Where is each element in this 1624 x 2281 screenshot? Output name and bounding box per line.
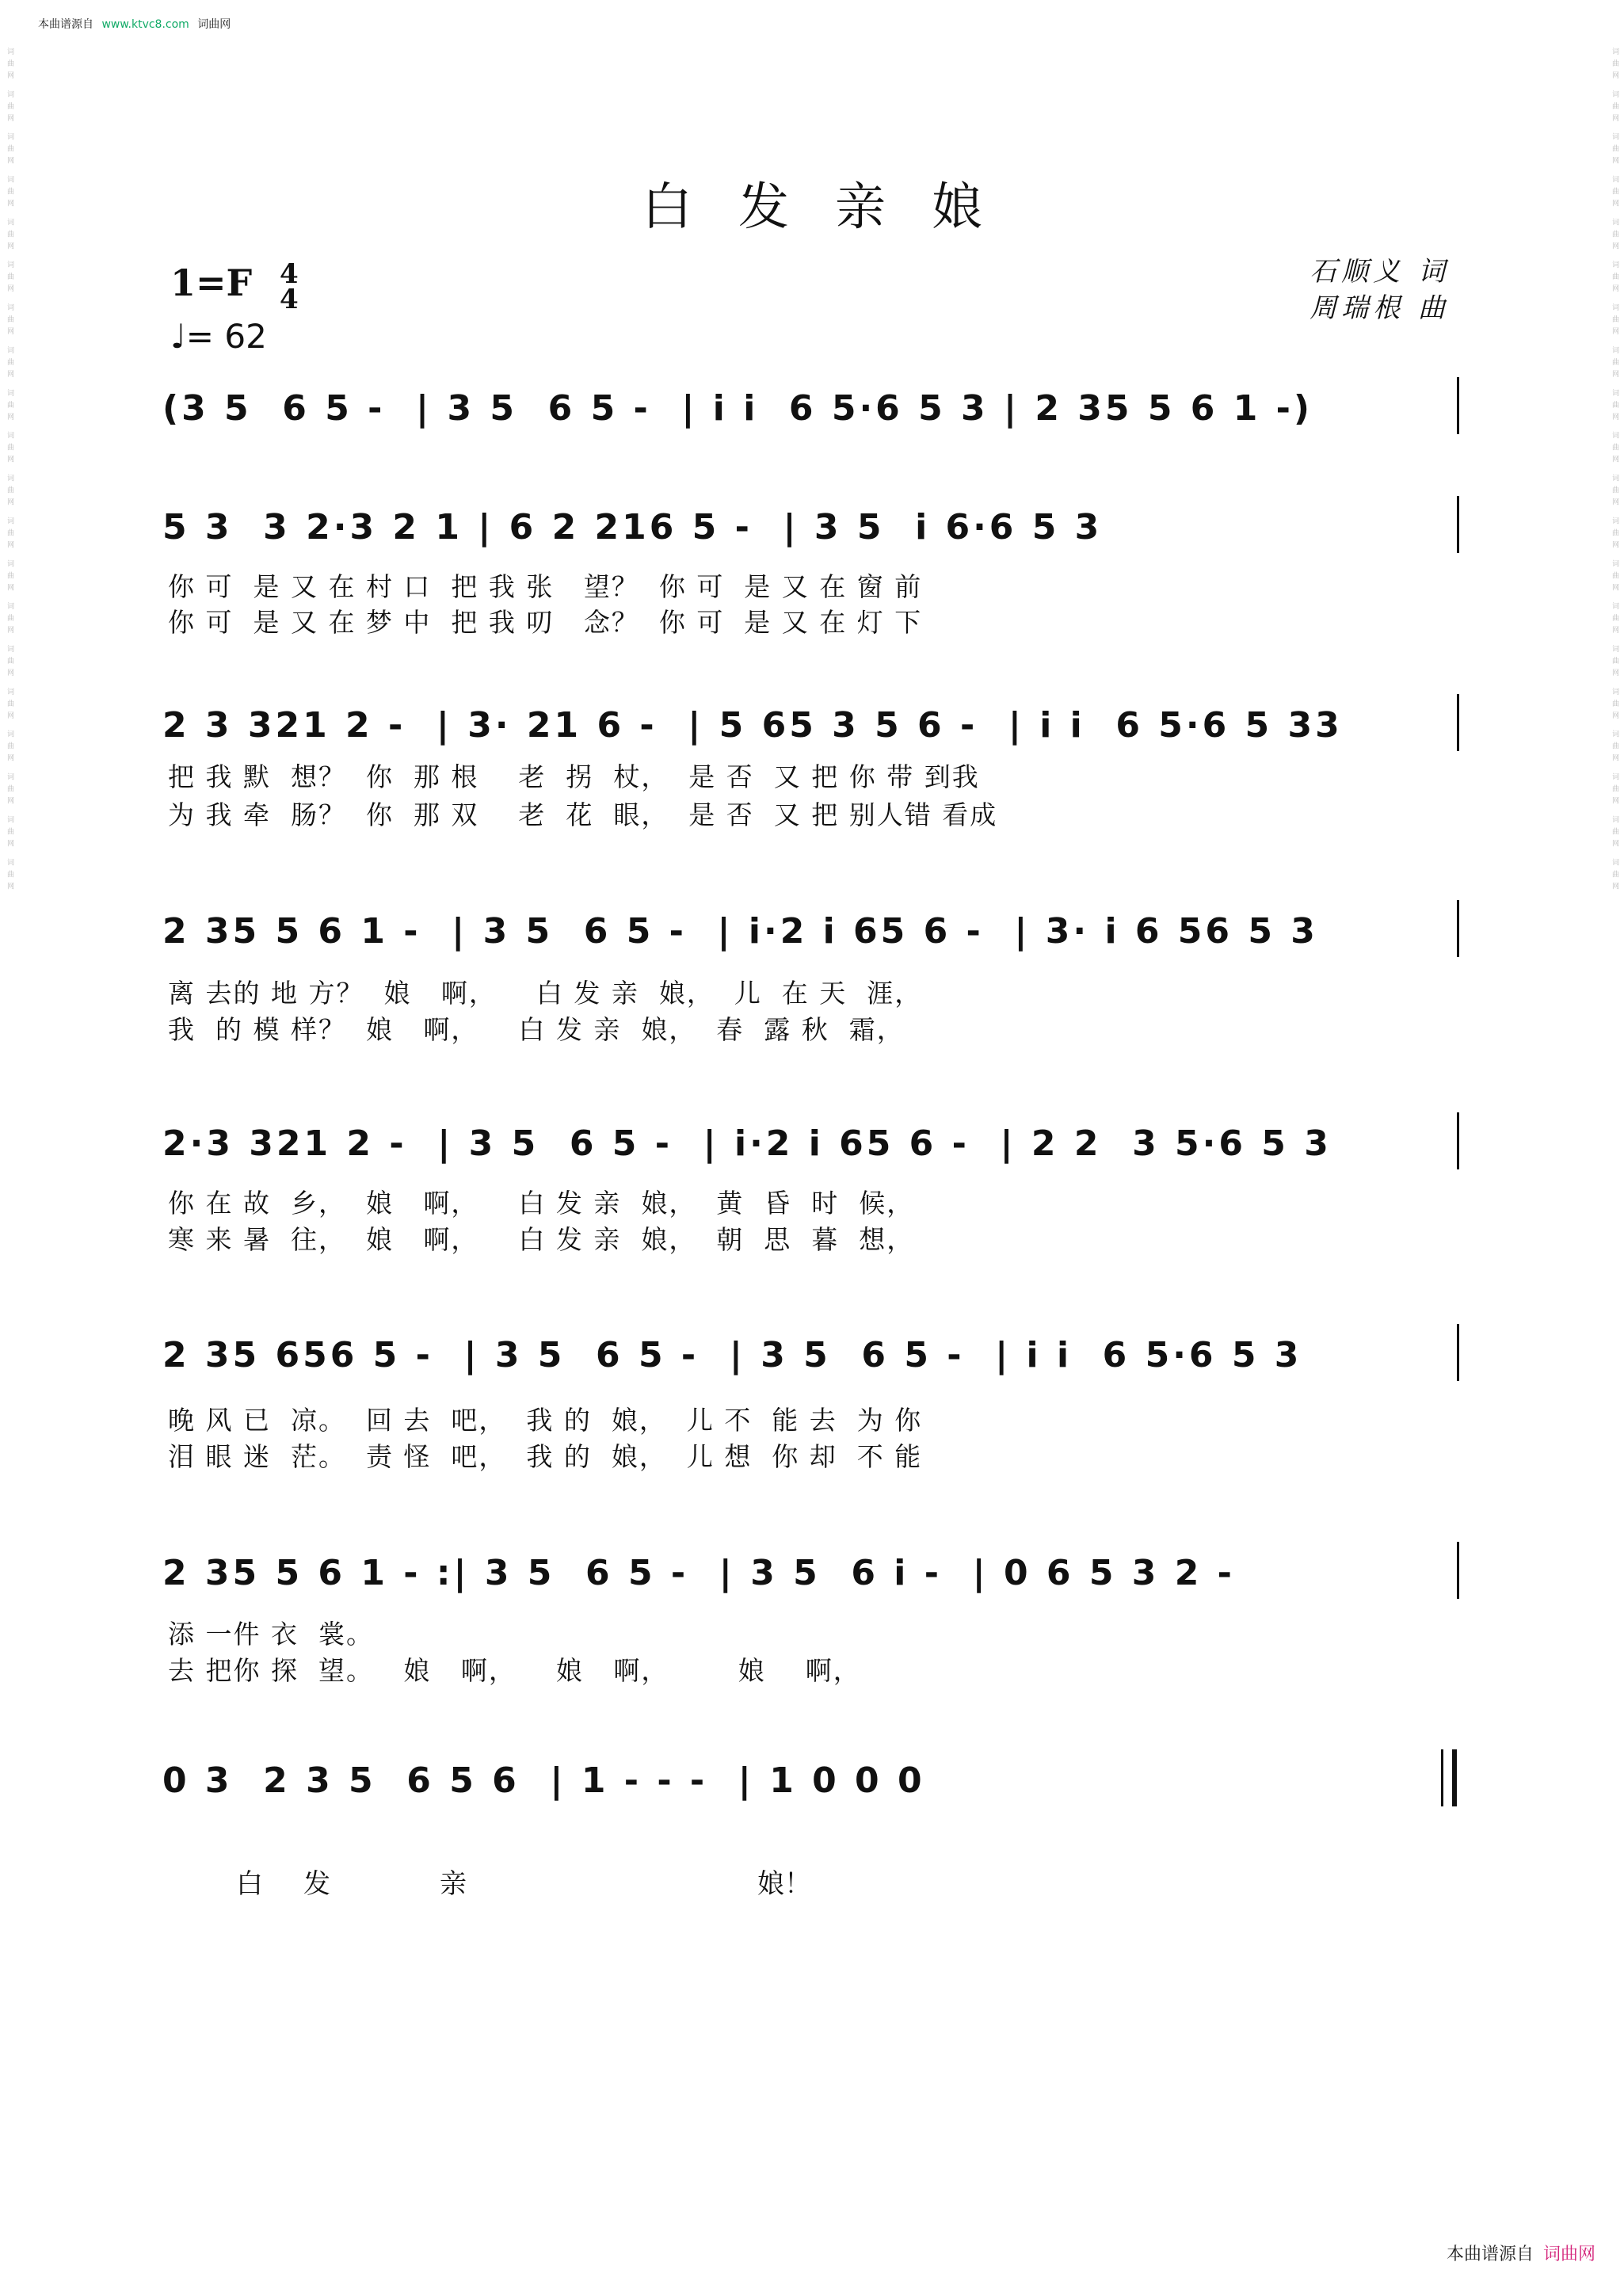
tempo-marking: ♩= 62: [170, 317, 267, 356]
barline: [1457, 694, 1459, 751]
final-lyric-1: 白: [236, 1868, 263, 1900]
lyric-line: 添 一件 衣 裳。: [168, 1619, 374, 1650]
credits: [1309, 254, 1450, 326]
system-1: [162, 388, 1462, 460]
final-barline-thick: [1452, 1749, 1457, 1806]
system-8: [162, 1760, 1462, 1832]
lyric-line: 我 的 模 样？ 娘 啊， 白 发 亲 娘， 春 露 秋 霜，: [168, 1014, 905, 1045]
barline: [1457, 1112, 1459, 1169]
system-notes: 5 3 3 2·3 2 1 | 6 2 216 5 - | 3 5 i 6·6 5 3: [162, 507, 1103, 547]
time-signature-bottom: 4: [280, 284, 299, 315]
source-note: [38, 16, 231, 32]
footer-brand[interactable]: 词曲网: [1542, 2245, 1595, 2264]
final-lyric-4: 娘！: [757, 1868, 811, 1900]
left-watermark-strip: 词曲网 词曲网 词曲网 词曲网 词曲网 词曲网 词曲网 词曲网 词曲网 词曲网 词曲网 词曲网 词曲网 词曲网 词曲网 词曲网 词曲网 词曲网 词曲网 词曲网: [6, 48, 13, 894]
lyric-line: 为 我 牵 肠？ 你 那 双 老 花 眼， 是 否 又 把 别人错 看成: [168, 799, 998, 830]
lyric-line: 寒 来 暑 往， 娘 啊， 白 发 亲 娘， 朝 思 暮 想，: [168, 1224, 915, 1255]
lyric-line: 去 把你 探 望。 娘 啊， 娘 啊， 娘 啊，: [168, 1655, 861, 1686]
source-url[interactable]: www.ktvc8.com: [101, 18, 189, 31]
song-title: 白发亲娘: [642, 178, 1028, 237]
lyric-line: 你 可 是 又 在 村 口 把 我 张 望？ 你 可 是 又 在 窗 前: [168, 571, 923, 602]
barline: [1457, 1324, 1459, 1381]
composer: 周瑞根 曲: [1309, 292, 1450, 324]
time-signature: [280, 258, 299, 315]
barline: [1457, 496, 1459, 553]
system-notes: 2 35 5 6 1 - | 3 5 6 5 - | i·2 i 65 6 - | 3· i 6 56 5 3: [162, 911, 1318, 952]
system-notes: 0 3 2 3 5 6 5 6 | 1 - - - | 1 0 0 0: [162, 1760, 925, 1801]
system-notes: 2 35 656 5 - | 3 5 6 5 - | 3 5 6 5 - | i i 6 5·6 5 3: [162, 1335, 1302, 1375]
lyric-line: 你 在 故 乡， 娘 啊， 白 发 亲 娘， 黄 昏 时 候，: [168, 1188, 915, 1219]
barline: [1457, 900, 1459, 957]
right-watermark-strip: 词曲网 词曲网 词曲网 词曲网 词曲网 词曲网 词曲网 词曲网 词曲网 词曲网 词曲网 词曲网 词曲网 词曲网 词曲网 词曲网 词曲网 词曲网 词曲网 词曲网: [1611, 48, 1618, 894]
final-barline-thin: [1441, 1749, 1443, 1806]
lyric-line: 晚 风 已 凉。 回 去 吧， 我 的 娘， 儿 不 能 去 为 你: [168, 1405, 923, 1436]
system-6: [162, 1335, 1462, 1406]
barline: [1457, 377, 1459, 434]
system-4: [162, 911, 1462, 982]
lyric-line: 离 去的 地 方？ 娘 啊， 白 发 亲 娘， 儿 在 天 涯，: [168, 978, 923, 1009]
lyric-line: 把 我 默 想？ 你 那 根 老 拐 杖， 是 否 又 把 你 带 到我: [168, 761, 980, 792]
final-lyric-2: 发: [303, 1868, 330, 1900]
barline: [1457, 1542, 1459, 1599]
system-notes: 2 3 321 2 - | 3· 21 6 - | 5 65 3 5 6 - | i i 6 5·6 5 33: [162, 705, 1343, 746]
lyricist: 石顺义 词: [1309, 256, 1450, 288]
source-label: 本曲谱源自: [38, 18, 93, 31]
lyric-line: 你 可 是 又 在 梦 中 把 我 叨 念？ 你 可 是 又 在 灯 下: [168, 607, 923, 638]
system-notes: (3 5 6 5 - | 3 5 6 5 - | i i 6 5·6 5 3 | 2 35 5 6 1 -): [162, 388, 1313, 429]
lyric-line: 泪 眼 迷 茫。 责 怪 吧， 我 的 娘， 儿 想 你 却 不 能: [168, 1441, 923, 1472]
key-signature: 1=F: [170, 261, 253, 304]
time-signature-top: 4: [280, 258, 299, 290]
source-site: 词曲网: [197, 18, 231, 31]
final-lyric-3: 亲: [440, 1868, 467, 1900]
system-notes: 2 35 5 6 1 - :| 3 5 6 5 - | 3 5 6 i - | 0 6 5 3 2 -: [162, 1553, 1235, 1593]
footer-source: 本曲谱源自: [1446, 2245, 1534, 2264]
footer-note: [1447, 2241, 1595, 2265]
system-notes: 2·3 321 2 - | 3 5 6 5 - | i·2 i 65 6 - | 2 2 3 5·6 5 3: [162, 1123, 1332, 1164]
